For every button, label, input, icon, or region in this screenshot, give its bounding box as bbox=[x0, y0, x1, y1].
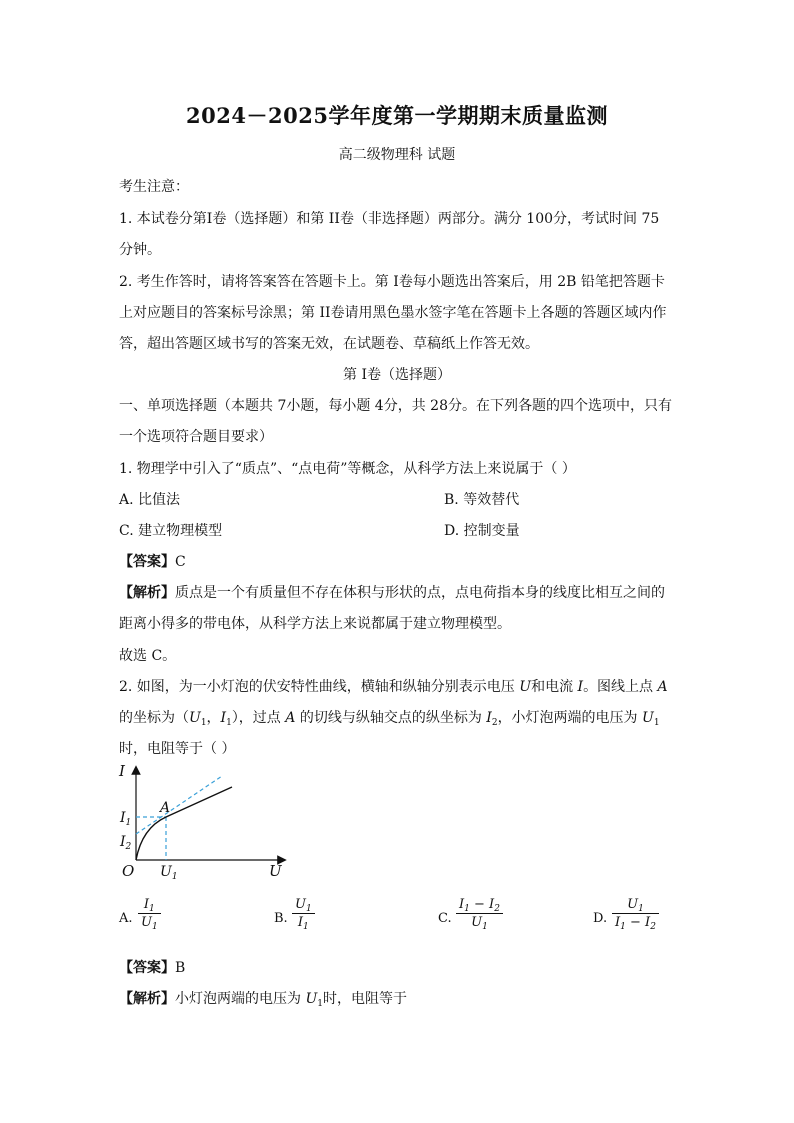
q2-analysis-line1: 【解析】小灯泡两端的电压为 $U_1$时，电阻等于 bbox=[119, 991, 407, 1009]
q2-option-d-label: D. bbox=[593, 911, 608, 926]
q1-analysis-text1: 质点是一个有质量但不存在体积与形状的点，点电荷指本身的线度比相互之间的 bbox=[175, 585, 665, 601]
q1-answer-value: C bbox=[175, 554, 186, 570]
notice-item1-line1: 1. 本试卷分第I卷（选择题）和第 II卷（非选择题）两部分。满分 100分，考试时间 75 bbox=[119, 211, 660, 227]
notice-item2-line1: 2. 考生作答时，请将答案答在答题卡上。第 I卷每小题选出答案后，用 2B 铅笔把答题卡 bbox=[119, 274, 665, 290]
tangent-line bbox=[136, 776, 222, 834]
notice-item2-line3: 答，超出答题区域书写的答案无效，在试题卷、草稿纸上作答无效。 bbox=[119, 336, 539, 352]
q1-analysis-line2: 距离小得多的带电体，从科学方法上来说都属于建立物理模型。 bbox=[119, 616, 511, 632]
q2-answer-value: B bbox=[175, 960, 186, 976]
graph-origin-label: O bbox=[122, 862, 135, 880]
q2-option-b-label: B. bbox=[274, 911, 288, 926]
q2-stem-line3: 时，电阻等于（ ） bbox=[119, 741, 236, 757]
q1-option-b: B. 等效替代 bbox=[444, 492, 520, 508]
notice-heading: 考生注意： bbox=[119, 179, 189, 195]
q1-answer bbox=[119, 551, 186, 571]
q2-option-c-label: C. bbox=[438, 911, 452, 926]
graph-point-a-label: A bbox=[160, 800, 171, 816]
q1-option-d: D. 控制变量 bbox=[444, 523, 520, 539]
q2-stem-line1: 2. 如图，为一小灯泡的伏安特性曲线，横轴和纵轴分别表示电压 U和电流 I。图线上点 A bbox=[119, 679, 668, 695]
q2-answer-tag: 【答案】 bbox=[119, 960, 175, 976]
graph-u1-label: $U_1$ bbox=[160, 864, 178, 882]
q2-option-c-fraction: $I_1 - I_2$ $U_1$ bbox=[456, 897, 503, 930]
graph-axis-i-label: I bbox=[119, 762, 125, 780]
iu-curve bbox=[136, 787, 232, 860]
section1-instruction-line2: 一个选项符合题目要求） bbox=[119, 429, 273, 445]
q1-conclusion: 故选 C。 bbox=[119, 648, 177, 664]
q2-option-a-label: A. bbox=[119, 911, 133, 926]
q1-analysis-tag: 【解析】 bbox=[119, 585, 175, 601]
q1-option-a: A. 比值法 bbox=[119, 492, 181, 508]
notice-item2-line2: 上对应题目的答案标号涂黑；第 II卷请用黑色墨水签字笔在答题卡上各题的答题区域内作 bbox=[119, 305, 667, 321]
section1-title: 第 I卷（选择题） bbox=[343, 367, 451, 383]
q1-analysis-line1 bbox=[119, 582, 665, 602]
graph-axis-u-label: U bbox=[269, 862, 282, 880]
q2-stem-line2: 的坐标为（$U_1$，$I_1$），过点 A 的切线与纵轴交点的纵坐标为 $I_2$，小灯泡两端的电压为 $U_1$ bbox=[119, 710, 660, 728]
section1-instruction-line1: 一、单项选择题（本题共 7小题，每小题 4分，共 28分。在下列各题的四个选项中，只有 bbox=[119, 398, 672, 414]
iu-graph bbox=[112, 760, 292, 886]
page-subtitle: 高二级物理科 试题 bbox=[338, 147, 456, 163]
page-title: 2024－2025学年度第一学期期末质量监测 bbox=[186, 103, 608, 128]
graph-i2-label: $I_2$ bbox=[120, 834, 132, 852]
q2-option-b-fraction: $U_1$ $I_1$ bbox=[292, 897, 315, 930]
q1-stem: 1. 物理学中引入了“质点”、“点电荷”等概念，从科学方法上来说属于（ ） bbox=[119, 461, 576, 477]
graph-i1-label: $I_1$ bbox=[120, 810, 132, 828]
q2-option-a-fraction: $I_1$ $U_1$ bbox=[138, 897, 161, 930]
q1-answer-tag: 【答案】 bbox=[119, 554, 175, 570]
q1-option-c: C. 建立物理模型 bbox=[119, 523, 223, 539]
q2-answer bbox=[119, 957, 185, 977]
q2-option-d-fraction: $U_1$ $I_1 - I_2$ bbox=[612, 897, 659, 930]
notice-item1-line2: 分钟。 bbox=[119, 242, 161, 258]
